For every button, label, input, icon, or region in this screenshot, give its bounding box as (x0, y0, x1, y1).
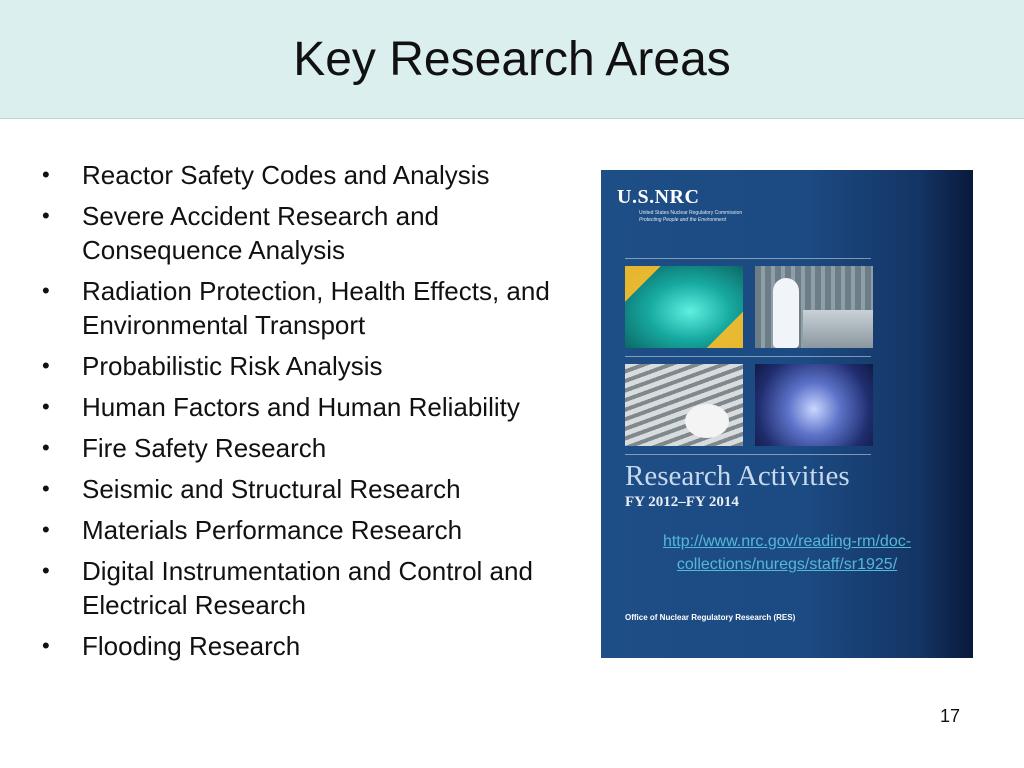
logo-tagline: Protecting People and the Environment (639, 217, 726, 223)
cover-office: Office of Nuclear Regulatory Research (RES) (625, 613, 796, 622)
bullet-icon: • (42, 203, 50, 228)
page-number: 17 (939, 706, 961, 726)
bullet-item (40, 349, 580, 383)
report-link-line1[interactable]: http://www.nrc.gov/reading-rm/doc- (662, 533, 912, 550)
bullet-icon: • (42, 435, 50, 460)
operator-figure (773, 278, 799, 348)
cover-divider (625, 356, 871, 357)
bullet-text: Probabilistic Risk Analysis (82, 351, 383, 381)
bullet-icon: • (42, 278, 50, 303)
control-room-photo (755, 266, 873, 348)
report-link-line2[interactable]: collections/nuregs/staff/sr1925/ (676, 556, 898, 573)
bullet-item (40, 390, 580, 424)
cover-divider (625, 454, 871, 455)
bullet-icon: • (42, 517, 50, 542)
bullet-item (40, 274, 580, 342)
bullet-text: Flooding Research (82, 631, 301, 661)
cover-title: Research Activities (625, 460, 850, 492)
bullet-text: Reactor Safety Codes and Analysis (82, 160, 490, 190)
report-cover-image (601, 170, 973, 658)
bullet-item (40, 554, 580, 622)
bullet-icon: • (42, 476, 50, 501)
bullet-text: Digital Instrumentation and Control and Electrical Research (82, 556, 533, 620)
bullet-item (40, 472, 580, 506)
bullet-text: Radiation Protection, Health Effects, and Environmental Transport (82, 276, 550, 340)
bullet-icon: • (42, 558, 50, 583)
bullet-icon: • (42, 394, 50, 419)
bullet-item (40, 431, 580, 465)
bullet-list (40, 158, 580, 670)
cover-subtitle: FY 2012–FY 2014 (625, 494, 739, 510)
slide-title: Key Research Areas (293, 33, 731, 86)
bullet-icon: • (42, 633, 50, 658)
title-band (0, 0, 1024, 119)
fuel-rods-photo (625, 364, 743, 446)
bullet-text: Seismic and Structural Research (82, 474, 461, 504)
logo-subtitle: United States Nuclear Regulatory Commission (639, 210, 743, 216)
bullet-icon: • (42, 353, 50, 378)
bullet-item (40, 158, 580, 192)
bullet-text: Materials Performance Research (82, 515, 463, 545)
pool-photo (625, 266, 743, 348)
logo-text: U.S.NRC (617, 186, 700, 208)
report-link[interactable] (601, 530, 973, 576)
glove-shape (685, 404, 729, 438)
control-panel-shape (803, 310, 873, 348)
bullet-item (40, 513, 580, 547)
reactor-core-photo (755, 364, 873, 446)
nrc-logo (617, 186, 743, 226)
bullet-item (40, 199, 580, 267)
cover-divider (625, 258, 871, 259)
bullet-text: Fire Safety Research (82, 433, 327, 463)
bullet-text: Severe Accident Research and Consequence Analysis (82, 201, 439, 265)
bullet-item (40, 629, 580, 663)
bullet-text: Human Factors and Human Reliability (82, 392, 520, 422)
bullet-icon: • (42, 162, 50, 187)
